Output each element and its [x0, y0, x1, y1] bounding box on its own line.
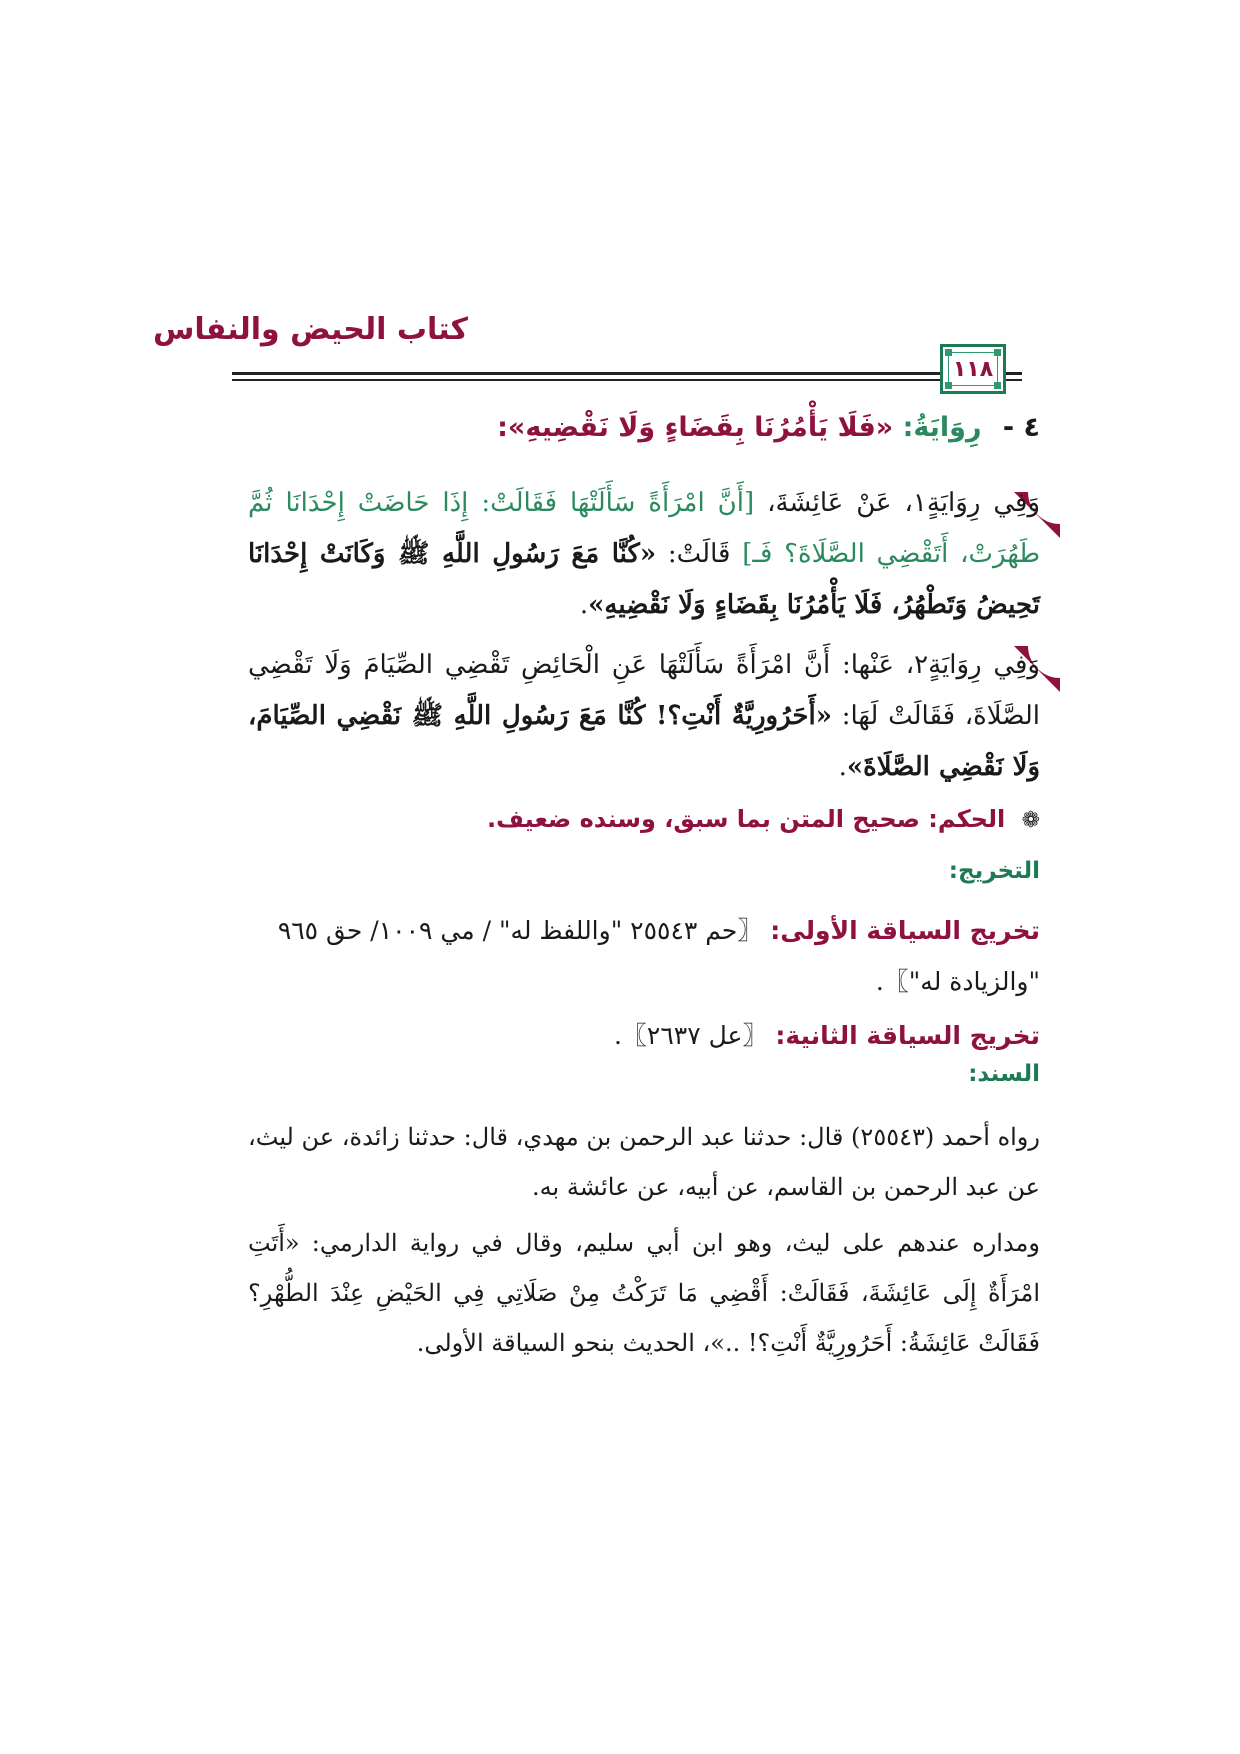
narration-2-hadith: «أَحَرُورِيَّةٌ أَنْتِ؟! كُنَّا مَعَ رَسُولِ اللَّهِ ﷺ نَقْضِي الصِّيَامَ، وَلَا نَقْضِي الصَّلَاةَ»	[248, 701, 1040, 782]
sanad-paragraph-2: ومداره عندهم على ليث، وهو ابن أبي سليم، وقال في رواية الدارمي: «أَتَتِ امْرَأَةٌ إِلَى عَائِشَةَ، فَقَالَتْ: أَقْضِي مَا تَرَكْتُ مِنْ صَلَاتِي فِي الحَيْضِ عِنْدَ الطُّهْرِ؟ فَقَالَتْ عَائِشَةُ: أَحَرُورِيَّةٌ أَنْتِ؟! ..»، الحديث بنحو السياقة الأولى.	[248, 1229, 1040, 1357]
page-number-badge	[940, 344, 1006, 394]
takhrij-second	[248, 1010, 1040, 1061]
heading-quote: «فَلَا يَأْمُرُنَا بِقَضَاءٍ وَلَا نَقْضِيهِ»:	[497, 412, 894, 443]
ruling-text: صحيح المتن بما سبق، وسنده ضعيف.	[486, 805, 920, 833]
takhrij-first-text: 〖حم ٢٥٥٤٣ "واللفظ له" / مي ١٠٠٩/ حق ٩٦٥ "والزيادة له"〗.	[277, 916, 1040, 996]
takhrij-first-label: تخريج السياقة الأولى:	[770, 916, 1040, 945]
ornament-icon	[994, 382, 1001, 389]
takhrij-second-text: 〖عل ٢٦٣٧〗.	[613, 1021, 768, 1050]
narration-1	[248, 478, 1040, 631]
page-number: ١١٨	[948, 352, 998, 386]
sanad-title: السند:	[968, 1061, 1040, 1087]
book-title: كتاب الحيض والنفاس	[152, 312, 468, 347]
takhrij-first	[248, 905, 1040, 1007]
ornament-icon	[945, 382, 952, 389]
header-rule-end-thin	[1014, 379, 1022, 381]
takhrij-title: التخريج:	[948, 858, 1040, 884]
heading-riwaya: رِوَايَةُ:	[902, 412, 982, 443]
heading-number: ٤ -	[1002, 412, 1040, 443]
ornament-icon	[945, 349, 952, 356]
ruling	[248, 805, 1040, 833]
narration-2-end: .	[838, 752, 847, 782]
ruling-label: الحكم:	[928, 805, 1006, 833]
narration-2-intro: وَفِي رِوَايَةٍ٢، عَنْها: أَنَّ امْرَأَةً سَأَلَتْهَا عَنِ الْحَائِضِ تَقْضِي الصِّيَامَ وَلَا تَقْضِي الصَّلَاةَ، فَقَالَتْ لَهَا:	[248, 650, 1041, 731]
section-heading	[248, 412, 1040, 443]
narration-1-intro: وَفِي رِوَايَةٍ١، عَنْ عَائِشَةَ،	[767, 488, 1041, 518]
narration-1-hadith: «كُنَّا مَعَ رَسُولِ اللَّهِ ﷺ وَكَانَتْ إِحْدَانَا تَحِيضُ وَتَطْهُرُ، فَلَا يَأْمُرُنَا بِقَضَاءٍ وَلَا نَقْضِيهِ»	[248, 539, 1040, 620]
ornament-icon	[994, 349, 1001, 356]
header-rule-thin	[232, 379, 1014, 381]
header-rule-end	[1014, 372, 1022, 375]
flower-icon: ❁	[1021, 808, 1040, 833]
narration-1-question: [أَنَّ امْرَأَةً سَأَلَتْهَا فَقَالَتْ: إِذَا حَاضَتْ إِحْدَانَا ثُمَّ طَهُرَتْ، أَتَقْضِي الصَّلَاةَ؟ فَـ]	[248, 488, 1041, 569]
narration-1-end: .	[579, 590, 589, 620]
sanad-paragraph-1: رواه أحمد (٢٥٥٤٣) قال: حدثنا عبد الرحمن بن مهدي، قال: حدثنا زائدة، عن ليث، عن عبد الرحمن بن القاسم، عن أبيه، عن عائشة به.	[248, 1123, 1040, 1201]
narration-2	[248, 640, 1040, 793]
narration-1-said: قَالَتْ:	[667, 539, 731, 569]
takhrij-second-label: تخريج السياقة الثانية:	[775, 1021, 1040, 1050]
header-rule	[232, 372, 1014, 375]
